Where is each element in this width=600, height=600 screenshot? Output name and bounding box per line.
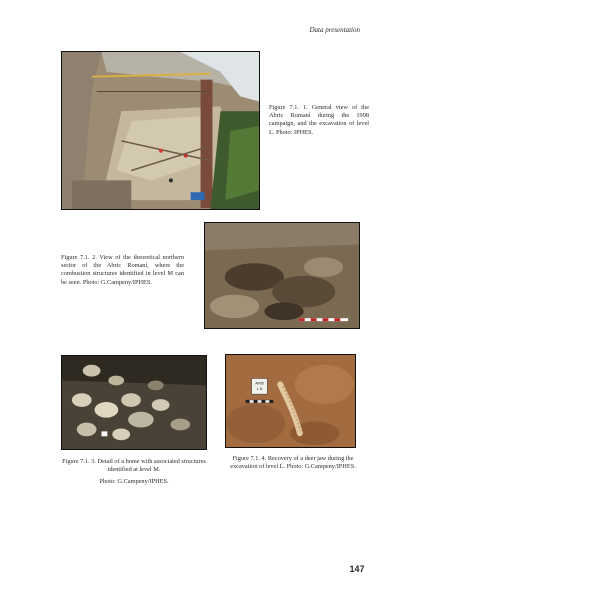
figure-7-1-3-photo <box>61 355 207 450</box>
figure-7-1-1-caption: Figure 7.1. 1. General view of the Abric Romaní during the 1998 campaign, and the excavation of level L. Photo: IPHES. <box>269 104 369 136</box>
figure-7-1-3-caption: Figure 7.1. 3. Detail of a home with associated structures identified at level M. Photo: G.Campeny/IPHES. <box>62 458 206 486</box>
figure-7-1-4-photo <box>225 354 356 448</box>
hearth-detail-photo-icon <box>62 356 206 449</box>
tag-text-1: AR05 <box>255 381 264 386</box>
combustion-structures-photo-icon <box>205 223 359 328</box>
tag-text-2: L 5 <box>256 386 263 392</box>
deer-jaw-photo-icon <box>226 355 355 447</box>
excavation-site-photo-icon <box>62 52 259 209</box>
figure-7-1-2-caption: Figure 7.1. 2. View of the theoretical northern sector of the Abric Romaní, where the combustion structures identified in level M can be seen. Photo: G.Campeny/IPHES. <box>61 254 184 286</box>
figure-7-1-1-photo <box>61 51 260 210</box>
figure-7-1-2-photo <box>204 222 360 329</box>
page-number: 147 <box>349 564 365 574</box>
figure-7-1-4-caption: Figure 7.1. 4. Recovery of a deer jaw during the excavation of level L. Photo: G.Campeny/IPHES. <box>230 455 356 471</box>
running-header: Data presentation <box>309 26 360 34</box>
